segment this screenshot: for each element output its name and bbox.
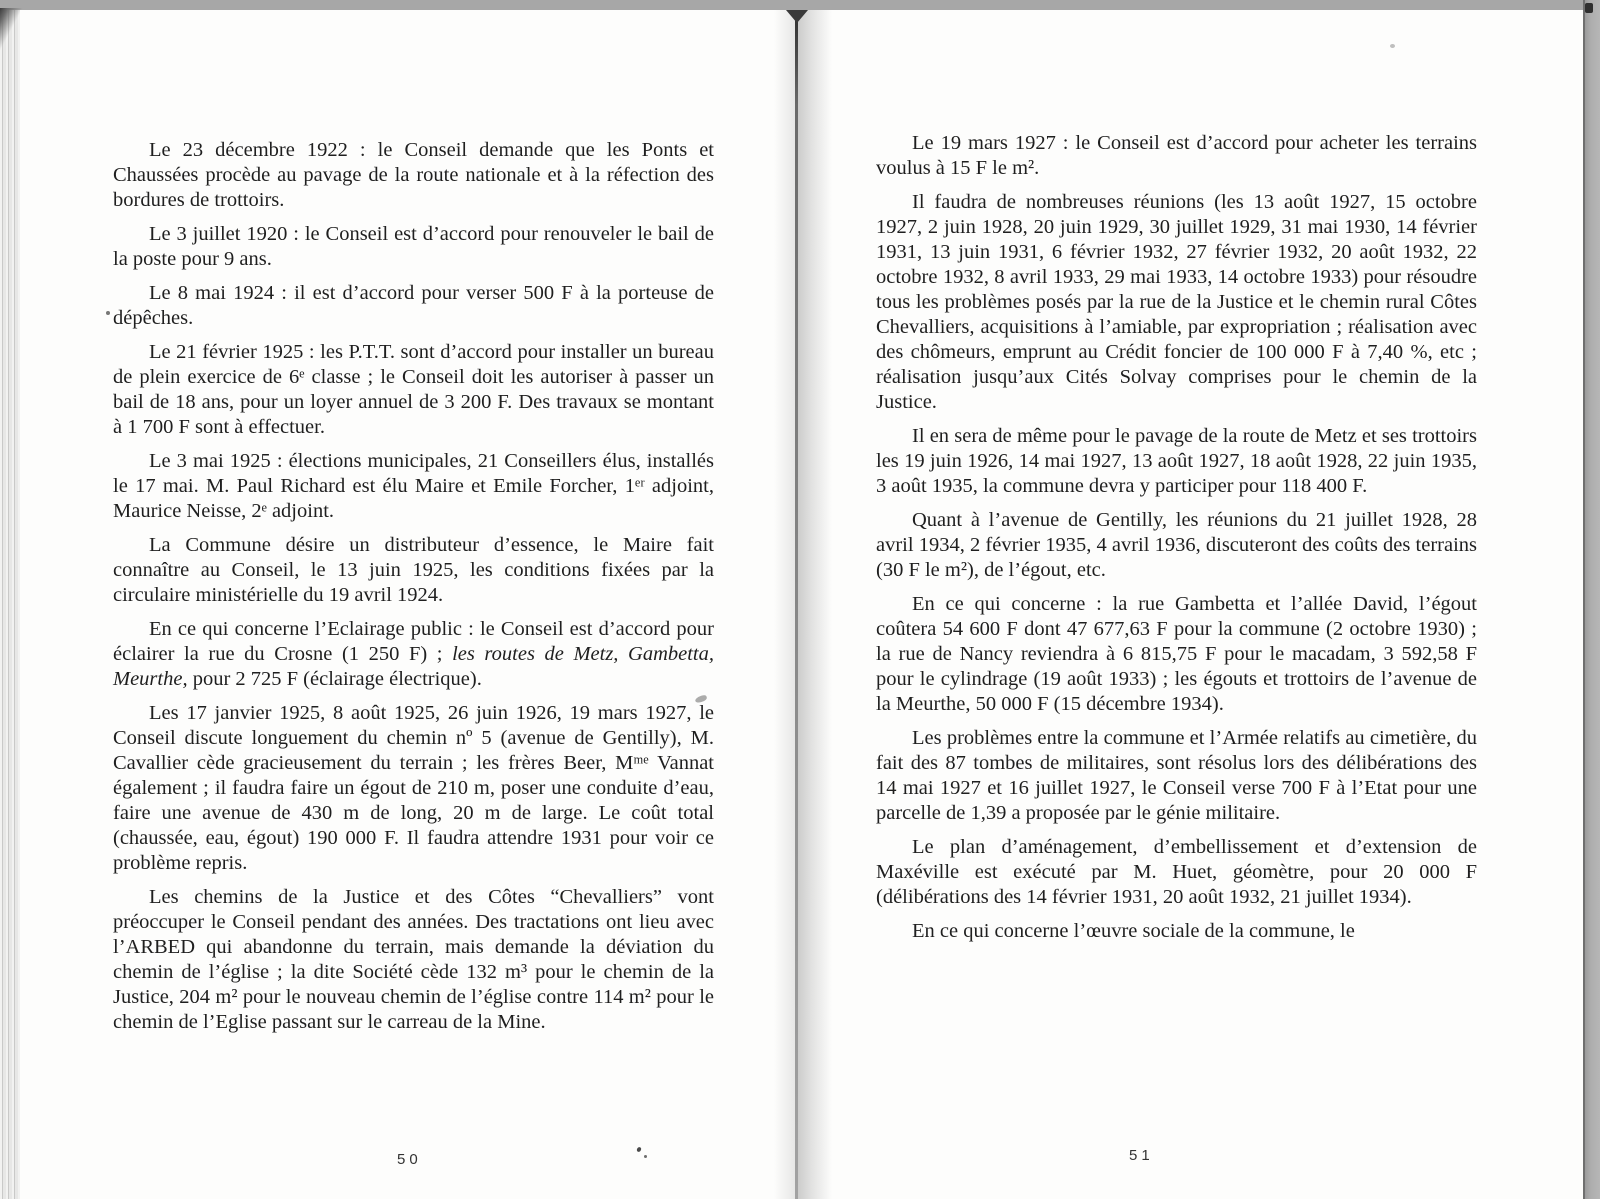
ink-speck bbox=[106, 311, 110, 315]
text-run: Le 3 mai 1925 : élections municipales, 21 Conseillers élus, installés le 17 mai. M. Paul Richard est élu Maire et Emile Forcher, 1ᵉʳ adjoint, Maurice Neisse, 2ᵉ adjoint. bbox=[113, 450, 714, 522]
top-right-corner-mark bbox=[1585, 3, 1593, 13]
text-run: Le 3 juillet 1920 : le Conseil est d’accord pour renouveler le bail de la poste pour 9 ans. bbox=[113, 223, 714, 270]
text-run: pour 2 725 F (éclairage électrique). bbox=[187, 668, 482, 690]
text-run: Les chemins de la Justice et des Côtes “Chevalliers” vont préoccuper le Conseil pendant des années. Des tractations ont lieu avec l’ARBED qui abandonne du terrain, mais demande la déviation du chemin de l’église ; la dite Société cède 132 m³ pour le chemin de la Justice, 204 m² pour le nouveau chemin de l’église contre 114 m² pour le chemin de l’Eglise passant sur le carreau de la Mine. bbox=[113, 886, 714, 1033]
paragraph bbox=[876, 726, 1477, 826]
paragraph bbox=[113, 281, 714, 331]
right-page-edge bbox=[1583, 0, 1600, 1199]
paragraph bbox=[113, 138, 714, 213]
left-page bbox=[20, 10, 796, 1199]
paragraph bbox=[876, 424, 1477, 499]
text-run: Les 17 janvier 1925, 8 août 1925, 26 juin 1926, 19 mars 1927, le Conseil discute longuement du chemin nº 5 (avenue de Gentilly), M. Cavallier cède gracieusement du terrain ; les frères Beer, Mᵐᵉ Vannat également ; il faudra faire un égout de 210 m, poser une conduite d’eau, faire une avenue de 430 m de long, 20 m de large. Le coût total (chaussée, eau, égout) 190 000 F. Il faudra attendre 1931 pour voir ce problème repris. bbox=[113, 702, 714, 874]
text-run: Le 23 décembre 1922 : le Conseil demande que les Ponts et Chaussées procède au pavage de la route nationale et à la réfection des bordures de trottoirs. bbox=[113, 139, 714, 211]
text-run: En ce qui concerne l’œuvre sociale de la commune, le bbox=[912, 920, 1355, 942]
paragraph bbox=[876, 592, 1477, 717]
left-page-number: 50 bbox=[397, 1151, 422, 1168]
paragraph bbox=[113, 533, 714, 608]
paragraph bbox=[876, 190, 1477, 415]
left-page-text-block bbox=[113, 138, 714, 1035]
text-run: Le 19 mars 1927 : le Conseil est d’accord pour acheter les terrains voulus à 15 F le m². bbox=[876, 132, 1477, 179]
text-run: Le 8 mai 1924 : il est d’accord pour verser 500 F à la porteuse de dépêches. bbox=[113, 282, 714, 329]
paragraph bbox=[876, 131, 1477, 181]
paragraph bbox=[113, 340, 714, 440]
text-run: Le 21 février 1925 : les P.T.T. sont d’accord pour installer un bureau de plein exercice de 6ᵉ classe ; le Conseil doit les autoriser à passer un bail de 18 ans, pour un loyer annuel de 3 200 F. Des travaux se montant à 1 700 F sont à effectuer. bbox=[113, 341, 714, 438]
italic-text-run: les routes de Metz, Gambetta, Meurthe, bbox=[113, 643, 714, 690]
gutter-binding-line bbox=[795, 10, 798, 1199]
text-run: Le plan d’aménagement, d’embellissement et d’extension de Maxéville est exécuté par M. Huet, géomètre, pour 20 000 F (délibérations des 14 février 1931, 20 août 1932, 21 juillet 1934). bbox=[876, 836, 1477, 908]
ink-speck bbox=[644, 1155, 647, 1158]
paragraph bbox=[876, 835, 1477, 910]
paragraph bbox=[876, 919, 1477, 944]
gutter-shadow-left bbox=[774, 10, 795, 1199]
text-run: Il en sera de même pour le pavage de la route de Metz et ses trottoirs les 19 juin 1926, 14 mai 1927, 13 août 1927, 18 août 1928, 22 juin 1935, 3 août 1935, la commune devra y participer pour 118 400 F. bbox=[876, 425, 1477, 497]
text-run: La Commune désire un distributeur d’essence, le Maire fait connaître au Conseil, le 13 juin 1925, les conditions fixées par la circulaire ministérielle du 19 avril 1924. bbox=[113, 534, 714, 606]
paragraph bbox=[113, 617, 714, 692]
text-run: En ce qui concerne : la rue Gambetta et l’allée David, l’égout coûtera 54 600 F dont 47 677,63 F pour la commune (2 octobre 1930) ; la rue de Nancy reviendra à 6 815,75 F pour le macadam, 3 592,58 F pour le cylindrage (19 août 1933) ; les égouts et trottoirs de l’avenue de la Meurthe, 50 000 F (15 décembre 1934). bbox=[876, 593, 1477, 715]
right-page bbox=[798, 10, 1583, 1199]
text-run: Quant à l’avenue de Gentilly, les réunions du 21 juillet 1928, 28 avril 1934, 2 février 1935, 4 avril 1936, discuteront des coûts des terrains (30 F le m²), de l’égout, etc. bbox=[876, 509, 1477, 581]
paragraph bbox=[876, 508, 1477, 583]
text-run: Les problèmes entre la commune et l’Armée relatifs au cimetière, du fait des 87 tombes de militaires, sont résolus lors des délibérations des 14 mai 1927 et 16 juillet 1927, le Conseil verse 700 F à l’Etat pour une parcelle de 1,39 a proposée par le génie militaire. bbox=[876, 727, 1477, 824]
paragraph bbox=[113, 449, 714, 524]
right-page-number: 51 bbox=[1129, 1147, 1154, 1164]
ink-speck bbox=[1390, 44, 1395, 48]
text-run: En ce qui concerne l’Eclairage public : le Conseil est d’accord pour éclairer la rue du Crosne (1 250 F) ; bbox=[113, 618, 714, 665]
gutter-top-notch bbox=[786, 10, 808, 23]
left-page-edge-stack bbox=[0, 10, 20, 1199]
text-run: Il faudra de nombreuses réunions (les 13 août 1927, 15 octobre 1927, 2 juin 1928, 20 juin 1929, 30 juillet 1929, 31 mai 1930, 14 février 1931, 13 juin 1931, 6 février 1932, 27 février 1932, 20 août 1932, 22 octobre 1932, 8 avril 1933, 29 mai 1933, 14 octobre 1933) pour résoudre tous les problèmes posés par la rue de la Justice et le chemin rural Côtes Chevalliers, acquisitions à l’amiable, par expropriation ; réalisation avec des chômeurs, emprunt au Crédit foncier de 100 000 F à 7,40 %, etc ; réalisation jusqu’aux Cités Solvay comprises pour le chemin de la Justice. bbox=[876, 191, 1477, 413]
paragraph bbox=[113, 885, 714, 1035]
paragraph bbox=[113, 701, 714, 876]
right-page-text-block bbox=[876, 131, 1477, 944]
paragraph bbox=[113, 222, 714, 272]
gutter-shadow-right bbox=[798, 10, 832, 1199]
